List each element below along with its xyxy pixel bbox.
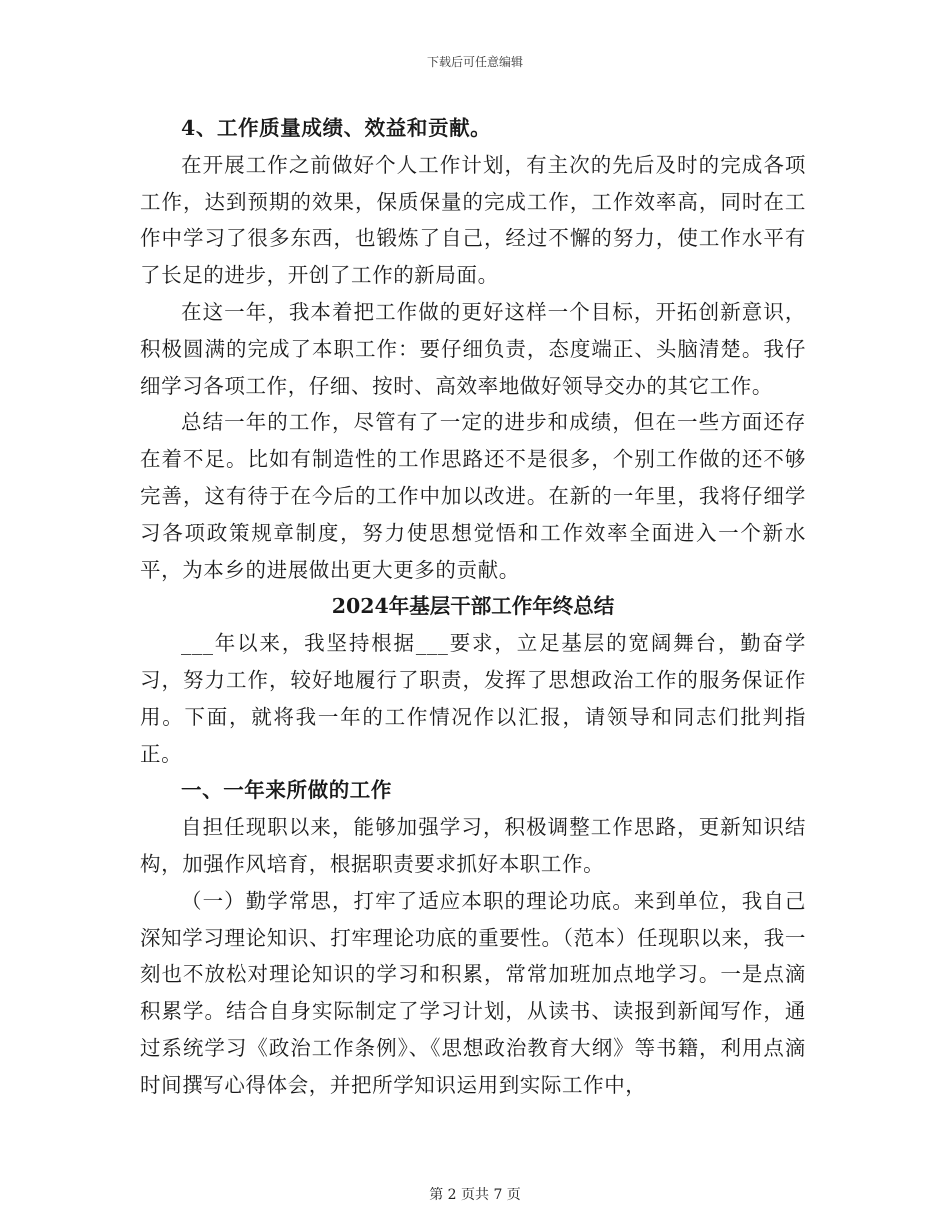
paragraph: 自担任现职以来，能够加强学习，积极调整工作思路，更新知识结构，加强作风培育，根据职责要求抓好本职工作。 (140, 815, 806, 876)
section-heading-work: 一、一年来所做的工作 (181, 778, 392, 803)
paragraph: 在开展工作之前做好个人工作计划，有主次的先后及时的完成各项工作，达到预期的效果，保质保量的完成工作，工作效率高，同时在工作中学习了很多东西，也锻炼了自己，经过不懈的努力，使工作水平有了长足的进步，开创了工作的新局面。 (140, 152, 806, 288)
paragraph: 总结一年的工作，尽管有了一定的进步和成绩，但在一些方面还存在着不足。比如有制造性的工作思路还不是很多，个别工作做的还不够完善，这有待于在今后的工作中加以改进。在新的一年里，我将仔细学习各项政策规章制度，努力使思想觉悟和工作效率全面进入一个新水平，为本乡的进展做出更大更多的贡献。 (140, 410, 806, 582)
document-body (140, 110, 806, 1104)
paragraph: 在这一年，我本着把工作做的更好这样一个目标，开拓创新意识，积极圆满的完成了本职工作：要仔细负责，态度端正、头脑清楚。我仔细学习各项工作，仔细、按时、高效率地做好领导交办的其它工作。 (140, 299, 806, 398)
page-header: 下载后可任意编辑 (426, 55, 523, 69)
document-title: 2024年基层干部工作年终总结 (331, 594, 615, 619)
page-footer: 第 2 页共 7 页 (429, 1187, 521, 1203)
paragraph: ___年以来，我坚持根据___要求，立足基层的宽阔舞台，勤奋学习，努力工作，较好地履行了职责，发挥了思想政治工作的服务保证作用。下面，就将我一年的工作情况作以汇报，请领导和同志们批判指正。 (140, 631, 806, 766)
paragraph: （一）勤学常思，打牢了适应本职的理论功底。来到单位，我自己深知学习理论知识、打牢理论功底的重要性。（范本）任现职以来，我一刻也不放松对理论知识的学习和积累，常常加班加点地学习。一是点滴积累学。结合自身实际制定了学习计划，从读书、读报到新闻写作，通过系统学习《政治工作条例》、《思想政治教育大纲》等书籍，利用点滴时间撰写心得体会，并把所学知识运用到实际工作中， (140, 888, 806, 1097)
section-heading-quality: 4、工作质量成绩、效益和贡献。 (181, 116, 492, 140)
